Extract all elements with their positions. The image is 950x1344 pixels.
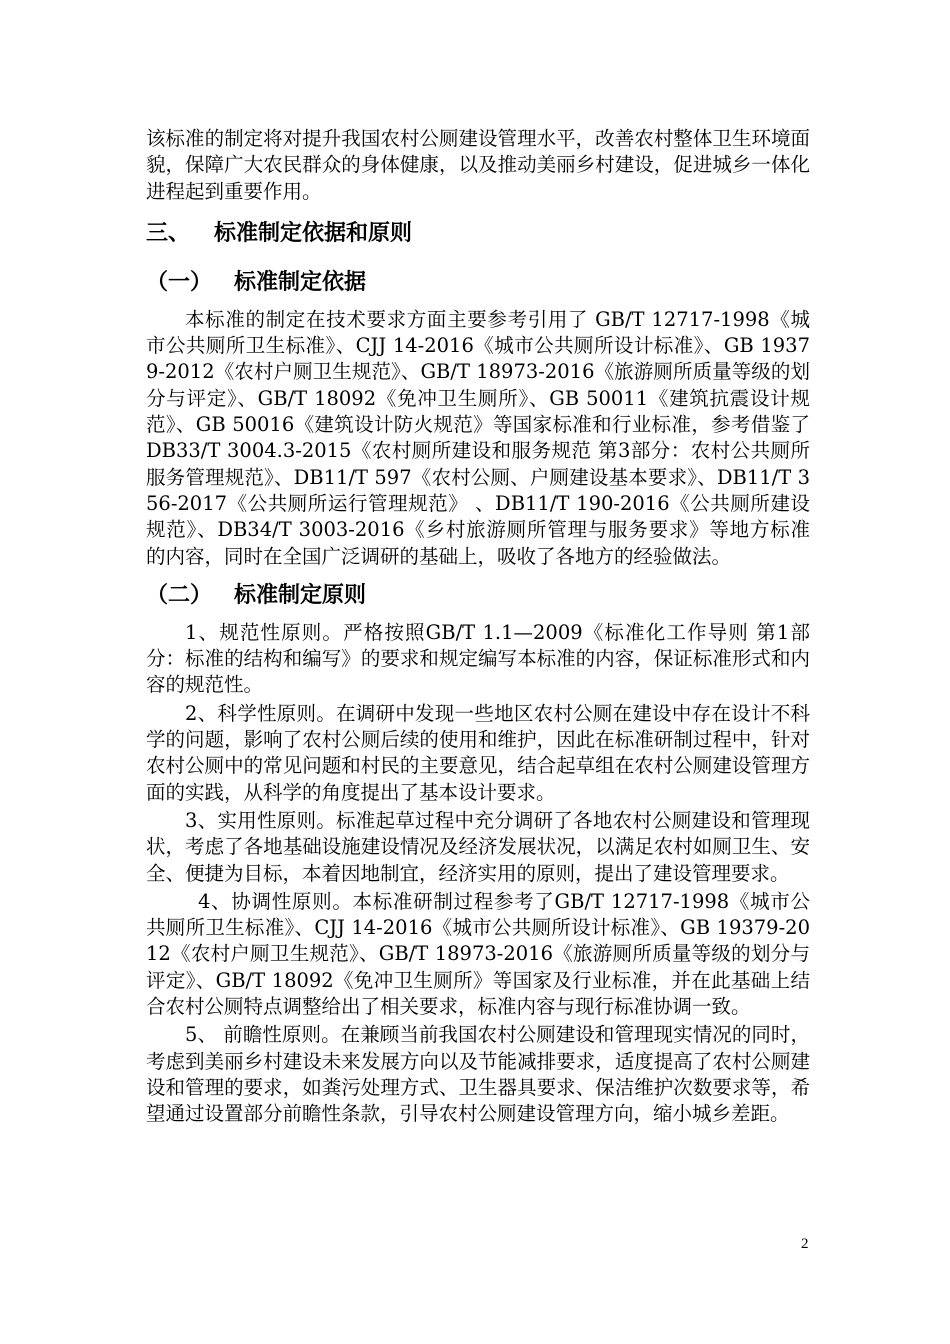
subsection-title: 标准制定依据 [234, 269, 367, 295]
subsection-number: （一） [146, 269, 213, 295]
page-content [146, 126, 810, 1128]
principle-paragraph: 2、科学性原则。在调研中发现一些地区农村公厕在建设中存在设计不科学的问题，影响了农村公厕后续的使用和维护，因此在标准研制过程中，针对农村公厕中的常见问题和村民的主要意见，结合起草组在农村公厕建设管理方面的实践，从科学的角度提出了基本设计要求。 [146, 701, 810, 804]
intro-paragraph: 该标准的制定将对提升我国农村公厕建设管理水平，改善农村整体卫生环境面貌，保障广大农民群众的身体健康，以及推动美丽乡村建设，促进城乡一体化进程起到重要作用。 [146, 127, 810, 203]
basis-paragraph: 本标准的制定在技术要求方面主要参考引用了 GB/T 12717-1998《城市公共厕所卫生标准》、CJJ 14-2016《城市公共厕所设计标准》、GB 19379-2012《农村户厕卫生规范》、GB/T 18973-2016《旅游厕所质量等级的划分与评定》、GB/T 18092《免冲卫生厕所》、GB 50011《建筑抗震设计规范》、GB 50016《建筑设计防火规范》等国家标准和行业标准，参考借鉴了 DB33/T 3004.3-2015《农村厕所建设和服务规范 第3部分：农村公共厕所服务管理规范》、DB11/T 597《农村公厕、户厕建设基本要求》、DB11/T 356-2017《公共厕所运行管理规范》 、DB11/T 190-2016《公共厕所建设规范》、DB34/T 3003-2016《乡村旅游厕所管理与服务要求》等地方标准的内容，同时在全国广泛调研的基础上，吸收了各地方的经验做法。 [146, 307, 810, 568]
subsection-number: （二） [146, 582, 213, 608]
principle-paragraph: 1、规范性原则。严格按照GB/T 1.1—2009《标准化工作导则 第1部分：标准的结构和编写》的要求和规定编写本标准的内容，保证标准形式和内容的规范性。 [146, 620, 810, 697]
page-number: 2 [801, 1236, 809, 1252]
section-heading [146, 219, 810, 249]
section-number: 三、 [146, 220, 191, 246]
principle-paragraph: 4、协调性原则。本标准研制过程参考了GB/T 12717-1998《城市公共厕所卫生标准》、CJJ 14-2016《城市公共厕所设计标准》、GB 19379-2012《农村户厕卫生规范》、GB/T 18973-2016《旅游厕所质量等级的划分与评定》、GB/T 18092《免冲卫生厕所》等国家及行业标准，并在此基础上结合农村公厕特点调整给出了相关要求，标准内容与现行标准协调一致。 [146, 889, 810, 1019]
principle-paragraph: 5、 前瞻性原则。在兼顾当前我国农村公厕建设和管理现实情况的同时，考虑到美丽乡村建设未来发展方向以及节能减排要求，适度提高了农村公厕建设和管理的要求，如粪污处理方式、卫生器具要求、保洁维护次数要求等，希望通过设置部分前瞻性条款，引导农村公厕建设管理方向，缩小城乡差距。 [146, 1023, 810, 1126]
subsection-heading-principles [146, 580, 810, 612]
section-title: 标准制定依据和原则 [214, 220, 413, 246]
principle-paragraph: 3、实用性原则。标准起草过程中充分调研了各地农村公厕建设和管理现状，考虑了各地基础设施建设情况及经济发展状况，以满足农村如厕卫生、安全、便捷为目标，本着因地制宜，经济实用的原则，提出了建设管理要求。 [146, 808, 810, 885]
subsection-title: 标准制定原则 [234, 582, 367, 608]
subsection-heading-basis [146, 267, 810, 299]
